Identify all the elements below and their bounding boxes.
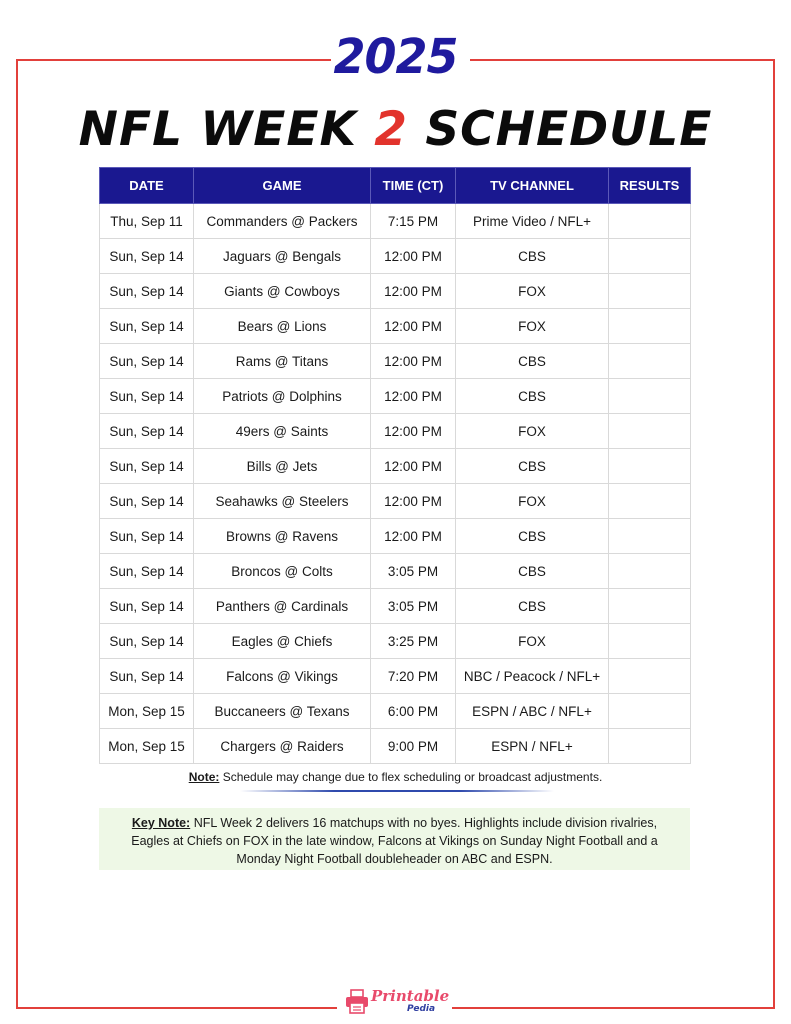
note-text: Schedule may change due to flex scheduling or broadcast adjustments. bbox=[219, 770, 603, 784]
table-row bbox=[100, 309, 691, 344]
date-cell: Sun, Sep 14 bbox=[100, 239, 194, 274]
results-cell[interactable] bbox=[609, 729, 691, 764]
tv-channel-cell: FOX bbox=[456, 309, 609, 344]
key-note-box bbox=[99, 808, 690, 870]
frame-border-left bbox=[16, 59, 18, 1009]
tv-channel-cell: CBS bbox=[456, 589, 609, 624]
game-cell: Rams @ Titans bbox=[194, 344, 371, 379]
date-cell: Thu, Sep 11 bbox=[100, 204, 194, 239]
time-cell: 12:00 PM bbox=[371, 239, 456, 274]
time-cell: 3:05 PM bbox=[371, 554, 456, 589]
date-cell: Mon, Sep 15 bbox=[100, 694, 194, 729]
header-tv-channel: TV CHANNEL bbox=[456, 168, 609, 204]
date-cell: Sun, Sep 14 bbox=[100, 519, 194, 554]
tv-channel-cell: CBS bbox=[456, 379, 609, 414]
date-cell: Sun, Sep 14 bbox=[100, 589, 194, 624]
page-title bbox=[0, 98, 791, 162]
results-cell[interactable] bbox=[609, 309, 691, 344]
schedule-table bbox=[99, 167, 691, 764]
table-row bbox=[100, 204, 691, 239]
game-cell: Broncos @ Colts bbox=[194, 554, 371, 589]
results-cell[interactable] bbox=[609, 624, 691, 659]
results-cell[interactable] bbox=[609, 519, 691, 554]
table-header-row bbox=[100, 168, 691, 204]
results-cell[interactable] bbox=[609, 414, 691, 449]
table-row bbox=[100, 344, 691, 379]
note-label: Note: bbox=[188, 770, 220, 784]
game-cell: Panthers @ Cardinals bbox=[194, 589, 371, 624]
title-prefix: NFL WEEK bbox=[78, 102, 375, 157]
logo-subtext: Pedia bbox=[407, 1004, 436, 1014]
season-year: 2025 bbox=[333, 27, 458, 85]
tv-channel-cell: CBS bbox=[456, 449, 609, 484]
time-cell: 12:00 PM bbox=[371, 344, 456, 379]
tv-channel-cell: ESPN / ABC / NFL+ bbox=[456, 694, 609, 729]
table-row bbox=[100, 274, 691, 309]
results-cell[interactable] bbox=[609, 554, 691, 589]
table-row bbox=[100, 414, 691, 449]
frame-border-bottom-left bbox=[16, 1007, 337, 1009]
date-cell: Sun, Sep 14 bbox=[100, 309, 194, 344]
game-cell: Commanders @ Packers bbox=[194, 204, 371, 239]
tv-channel-cell: Prime Video / NFL+ bbox=[456, 204, 609, 239]
frame-border-right bbox=[773, 59, 775, 1009]
date-cell: Sun, Sep 14 bbox=[100, 379, 194, 414]
table-row bbox=[100, 589, 691, 624]
game-cell: Chargers @ Raiders bbox=[194, 729, 371, 764]
frame-border-bottom-right bbox=[452, 1007, 775, 1009]
tv-channel-cell: CBS bbox=[456, 519, 609, 554]
table-row bbox=[100, 729, 691, 764]
date-cell: Sun, Sep 14 bbox=[100, 274, 194, 309]
header-time: TIME (CT) bbox=[371, 168, 456, 204]
tv-channel-cell: FOX bbox=[456, 484, 609, 519]
date-cell: Sun, Sep 14 bbox=[100, 659, 194, 694]
time-cell: 3:05 PM bbox=[371, 589, 456, 624]
tv-channel-cell: ESPN / NFL+ bbox=[456, 729, 609, 764]
results-cell[interactable] bbox=[609, 344, 691, 379]
game-cell: Falcons @ Vikings bbox=[194, 659, 371, 694]
tv-channel-cell: CBS bbox=[456, 239, 609, 274]
tv-channel-cell: CBS bbox=[456, 554, 609, 589]
game-cell: 49ers @ Saints bbox=[194, 414, 371, 449]
time-cell: 12:00 PM bbox=[371, 379, 456, 414]
date-cell: Mon, Sep 15 bbox=[100, 729, 194, 764]
table-row bbox=[100, 519, 691, 554]
game-cell: Eagles @ Chiefs bbox=[194, 624, 371, 659]
table-row bbox=[100, 694, 691, 729]
time-cell: 12:00 PM bbox=[371, 449, 456, 484]
results-cell[interactable] bbox=[609, 484, 691, 519]
time-cell: 12:00 PM bbox=[371, 484, 456, 519]
table-row bbox=[100, 484, 691, 519]
divider-line bbox=[240, 790, 554, 792]
date-cell: Sun, Sep 14 bbox=[100, 449, 194, 484]
game-cell: Browns @ Ravens bbox=[194, 519, 371, 554]
schedule-note bbox=[0, 770, 791, 784]
game-cell: Patriots @ Dolphins bbox=[194, 379, 371, 414]
title-week-number: 2 bbox=[374, 102, 408, 157]
time-cell: 7:15 PM bbox=[371, 204, 456, 239]
date-cell: Sun, Sep 14 bbox=[100, 554, 194, 589]
results-cell[interactable] bbox=[609, 379, 691, 414]
key-note-text: NFL Week 2 delivers 16 matchups with no byes. Highlights include division rivalries, Eagles at Chiefs on FOX in the late window, Falcons at Vikings on Sunday Night Football and a Monday Night Football doubleheader on ABC and ESPN. bbox=[131, 816, 658, 866]
time-cell: 3:25 PM bbox=[371, 624, 456, 659]
header-results: RESULTS bbox=[609, 168, 691, 204]
printer-icon bbox=[345, 989, 369, 1015]
game-cell: Jaguars @ Bengals bbox=[194, 239, 371, 274]
results-cell[interactable] bbox=[609, 204, 691, 239]
results-cell[interactable] bbox=[609, 239, 691, 274]
results-cell[interactable] bbox=[609, 449, 691, 484]
table-row bbox=[100, 624, 691, 659]
header-game: GAME bbox=[194, 168, 371, 204]
time-cell: 9:00 PM bbox=[371, 729, 456, 764]
table-row bbox=[100, 554, 691, 589]
key-note-label: Key Note: bbox=[131, 816, 191, 830]
table-row bbox=[100, 379, 691, 414]
time-cell: 12:00 PM bbox=[371, 309, 456, 344]
game-cell: Giants @ Cowboys bbox=[194, 274, 371, 309]
logo-wordmark: Printable bbox=[371, 987, 450, 1005]
table-row bbox=[100, 659, 691, 694]
time-cell: 7:20 PM bbox=[371, 659, 456, 694]
tv-channel-cell: FOX bbox=[456, 274, 609, 309]
tv-channel-cell: FOX bbox=[456, 414, 609, 449]
date-cell: Sun, Sep 14 bbox=[100, 624, 194, 659]
game-cell: Bears @ Lions bbox=[194, 309, 371, 344]
date-cell: Sun, Sep 14 bbox=[100, 414, 194, 449]
tv-channel-cell: NBC / Peacock / NFL+ bbox=[456, 659, 609, 694]
time-cell: 12:00 PM bbox=[371, 414, 456, 449]
results-cell[interactable] bbox=[609, 659, 691, 694]
results-cell[interactable] bbox=[609, 274, 691, 309]
results-cell[interactable] bbox=[609, 694, 691, 729]
game-cell: Bills @ Jets bbox=[194, 449, 371, 484]
game-cell: Seahawks @ Steelers bbox=[194, 484, 371, 519]
title-suffix: SCHEDULE bbox=[407, 102, 713, 157]
date-cell: Sun, Sep 14 bbox=[100, 484, 194, 519]
time-cell: 12:00 PM bbox=[371, 519, 456, 554]
results-cell[interactable] bbox=[609, 589, 691, 624]
header-date: DATE bbox=[100, 168, 194, 204]
brand-logo[interactable] bbox=[343, 985, 449, 1019]
game-cell: Buccaneers @ Texans bbox=[194, 694, 371, 729]
tv-channel-cell: CBS bbox=[456, 344, 609, 379]
date-cell: Sun, Sep 14 bbox=[100, 344, 194, 379]
time-cell: 12:00 PM bbox=[371, 274, 456, 309]
table-row bbox=[100, 449, 691, 484]
table-row bbox=[100, 239, 691, 274]
time-cell: 6:00 PM bbox=[371, 694, 456, 729]
tv-channel-cell: FOX bbox=[456, 624, 609, 659]
